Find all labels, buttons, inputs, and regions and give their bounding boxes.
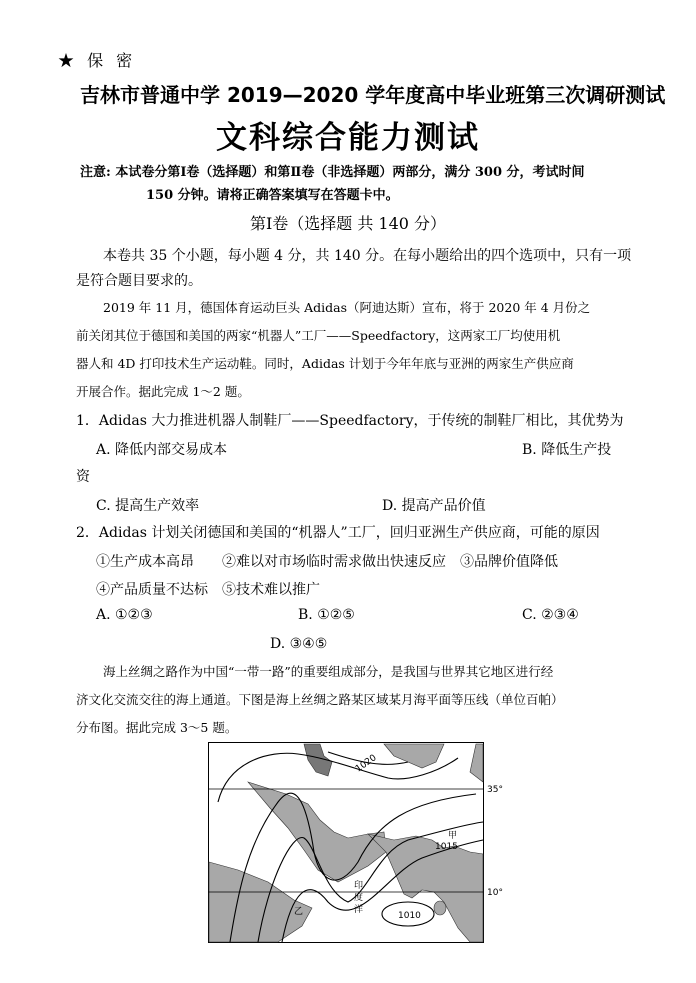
intro-line-1: 本卷共 35 个小题，每小题 4 分，共 140 分。在每小题给出的四个选项中，只有一项 — [103, 248, 632, 264]
passage1-line-2: 前关闭其位于德国和美国的两家“机器人”工厂——Speedfactory，这两家工厂均使用机 — [76, 328, 561, 343]
passage1-line-1: 2019 年 11 月，德国体育运动巨头 Adidas（阿迪达斯）宣布，将于 2020 年 4 月份之 — [103, 300, 591, 315]
q1-option-b-wrap: 资 — [76, 469, 90, 485]
q2-option-b: B. ①②⑤ — [298, 607, 355, 623]
q2-item-1: ①生产成本高昂 — [96, 554, 194, 570]
label-jia: 甲 — [448, 831, 458, 841]
label-lat-10: 10° — [487, 888, 503, 898]
q2-option-d: D. ③④⑤ — [270, 636, 328, 652]
q2-item-3: ③品牌价值降低 — [460, 554, 558, 570]
q1-option-b: B. 降低生产投 — [522, 442, 612, 458]
q2-stem: 2．Adidas 计划关闭德国和美国的“机器人”工厂，回归亚洲生产供应商，可能的原因 — [76, 525, 600, 541]
passage2-line-3: 分布图。据此完成 3～5 题。 — [76, 720, 238, 735]
label-ocean-2: 度 — [354, 893, 364, 903]
passage1-line-3: 器人和 4D 打印技术生产运动鞋。同时，Adidas 计划于今年年底与亚洲的两家生产供应商 — [76, 356, 574, 371]
notice-line-1: 注意: 本试卷分第Ⅰ卷（选择题）和第Ⅱ卷（非选择题）两部分，满分 300 分，考试时间 — [80, 165, 585, 180]
q2-item-2: ②难以对市场临时需求做出快速反应 — [222, 554, 446, 570]
confidential-mark: ★ 保 密 — [58, 51, 137, 70]
intro-line-2: 是符合题目要求的。 — [76, 273, 202, 289]
q1-option-a: A. 降低内部交易成本 — [96, 442, 228, 458]
q1-stem: 1．Adidas 大力推进机器人制鞋厂——Speedfactory，于传统的制鞋厂相比，其优势为 — [76, 413, 624, 429]
q2-item-4: ④产品质量不达标 — [96, 582, 208, 598]
q2-option-c: C. ②③④ — [522, 607, 579, 623]
notice-line-2: 150 分钟。请将正确答案填写在答题卡中。 — [146, 188, 399, 203]
label-lat-35: 35° — [487, 785, 503, 795]
q2-option-a: A. ①②③ — [96, 607, 153, 623]
passage1-line-4: 开展合作。据此完成 1～2 题。 — [76, 384, 250, 399]
label-1010: 1010 — [398, 911, 421, 921]
passage2-line-1: 海上丝绸之路作为中国“一带一路”的重要组成部分，是我国与世界其它地区进行经 — [103, 664, 554, 679]
exam-notice — [80, 161, 640, 207]
q2-item-5: ⑤技术难以推广 — [222, 582, 320, 598]
label-1015: 1015 — [435, 842, 458, 852]
q1-option-c: C. 提高生产效率 — [96, 498, 200, 514]
subject-title: 文科综合能力测试 — [216, 120, 480, 156]
label-ocean-3: 洋 — [354, 905, 364, 915]
label-ocean-1: 印 — [354, 881, 364, 891]
passage2-line-2: 济文化交流交往的海上通道。下图是海上丝绸之路某区域某月海平面等压线（单位百帕） — [76, 692, 564, 707]
section-title: 第Ⅰ卷（选择题 共 140 分） — [249, 214, 447, 233]
sri-lanka — [434, 901, 446, 915]
isobar-map — [208, 742, 508, 945]
label-yi: 乙 — [294, 907, 304, 917]
exam-title: 吉林市普通中学 2019—2020 学年度高中毕业班第三次调研测试 — [80, 83, 666, 107]
label-1020: 1020 — [353, 753, 379, 775]
q1-option-d: D. 提高产品价值 — [382, 498, 486, 514]
